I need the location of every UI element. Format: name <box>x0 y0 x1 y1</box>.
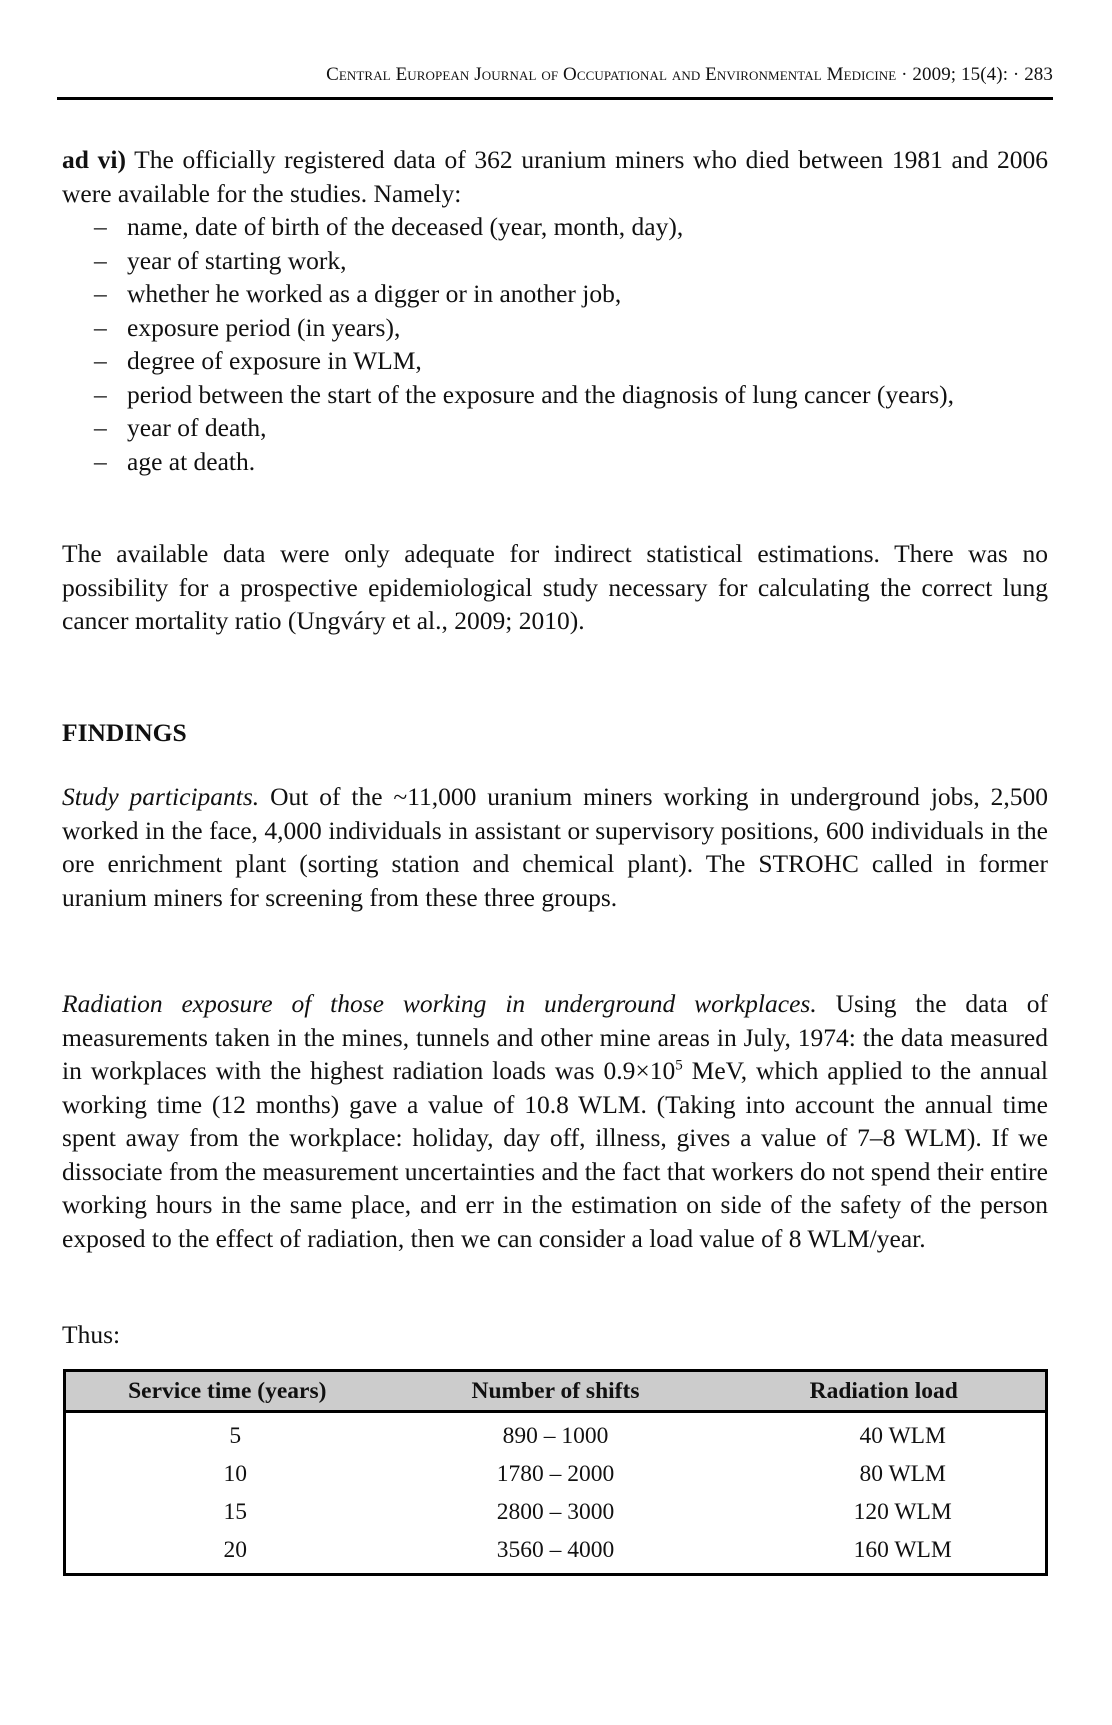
table-cell: 20 <box>223 1536 248 1563</box>
table-cell: 160 WLM <box>853 1536 952 1563</box>
intro-label: ad vi) <box>62 145 126 174</box>
journal-name: Central European Journal of Occupational and Environmental Medicine <box>326 64 897 85</box>
radiation-label: Radiation exposure of those working in underground workplaces. <box>62 989 817 1018</box>
table-cell: 10 <box>223 1460 248 1487</box>
column-header: Radiation load <box>722 1371 1046 1412</box>
exponent: 5 <box>675 1057 683 1074</box>
running-head <box>57 64 1053 86</box>
table-cell: 40 WLM <box>859 1422 946 1449</box>
radiation-load-table <box>63 1369 1048 1576</box>
radiation-paragraph: Radiation exposure of those working in underground workplaces. Using the data of measurements taken in the mines, tunnels and other mine areas in July, 1974: the data measured in workplaces with the highest radiation loads was $0.9\times 10^5$ MeV, which applied to the annual working time (12 months) gave a value of 10.8 WLM. (Taking into account the annual time spent away from the workplace: holiday, day off, illness, gives a value of 7–8 WLM). If we dissociate from the measurement uncertainties and the fact that workers do not spend their entire working hours in the same place, and err in the estimation on side of the safety of the person exposed to the effect of radiation, then we can consider a load value of 8 WLM/year. <box>62 989 1048 1253</box>
intro-paragraph: ad vi) The officially registered data of 362 uranium miners who died between 1981 and 2006 were available for the studies. Namely: <box>62 145 1048 208</box>
list-item: – age at death. <box>62 445 1048 479</box>
participants-label: Study participants. <box>62 782 260 811</box>
list-item: – degree of exposure in WLM, <box>62 344 1048 378</box>
table-cell: 3560 – 4000 <box>496 1536 615 1563</box>
participants-paragraph: Study participants. Out of the ~11,000 uranium miners working in underground jobs, 2,500 worked in the face, 4,000 individuals in assistant or supervisory positions, 600 individuals in the ore enrichment plant (sorting station and chemical plant). The STROHC called in former uranium miners for screening from these three groups. <box>62 782 1048 912</box>
list-item: – year of starting work, <box>62 244 1048 278</box>
column-header: Number of shifts <box>389 1371 723 1412</box>
list-item: – period between the start of the exposure and the diagnosis of lung cancer (years), <box>62 378 1048 412</box>
column-header: Service time (years) <box>65 1371 389 1412</box>
table-row <box>65 1455 1047 1493</box>
thus-label: Thus: <box>62 1320 121 1349</box>
list-item: – exposure period (in years), <box>62 311 1048 345</box>
intro-section <box>62 143 1048 478</box>
table-cell: 2800 – 3000 <box>496 1498 615 1525</box>
table-row <box>65 1412 1047 1456</box>
table-cell: 5 <box>229 1422 242 1449</box>
table-cell: 890 – 1000 <box>502 1422 609 1449</box>
section-heading-findings: FINDINGS <box>62 718 187 747</box>
available-data-paragraph: The available data were only adequate for indirect statistical estimations. There was no possibility for a prospective epidemiological study necessary for calculating the correct lung cancer mortality ratio (Ungváry et al., 2009; 2010). <box>62 539 1048 635</box>
table-cell: 1780 – 2000 <box>496 1460 615 1487</box>
data-items-list <box>62 210 1048 478</box>
table-row <box>65 1531 1047 1575</box>
table-cell: 15 <box>223 1498 248 1525</box>
table-cell: 80 WLM <box>859 1460 946 1487</box>
header-rule <box>57 97 1053 100</box>
list-item: – year of death, <box>62 411 1048 445</box>
list-item: – name, date of birth of the deceased (year, month, day), <box>62 210 1048 244</box>
table-cell: 120 WLM <box>853 1498 952 1525</box>
list-item: – whether he worked as a digger or in another job, <box>62 277 1048 311</box>
table-row <box>65 1493 1047 1531</box>
table-header-row <box>65 1371 1047 1412</box>
citation: · 2009; 15(4): · 283 <box>896 64 1053 85</box>
